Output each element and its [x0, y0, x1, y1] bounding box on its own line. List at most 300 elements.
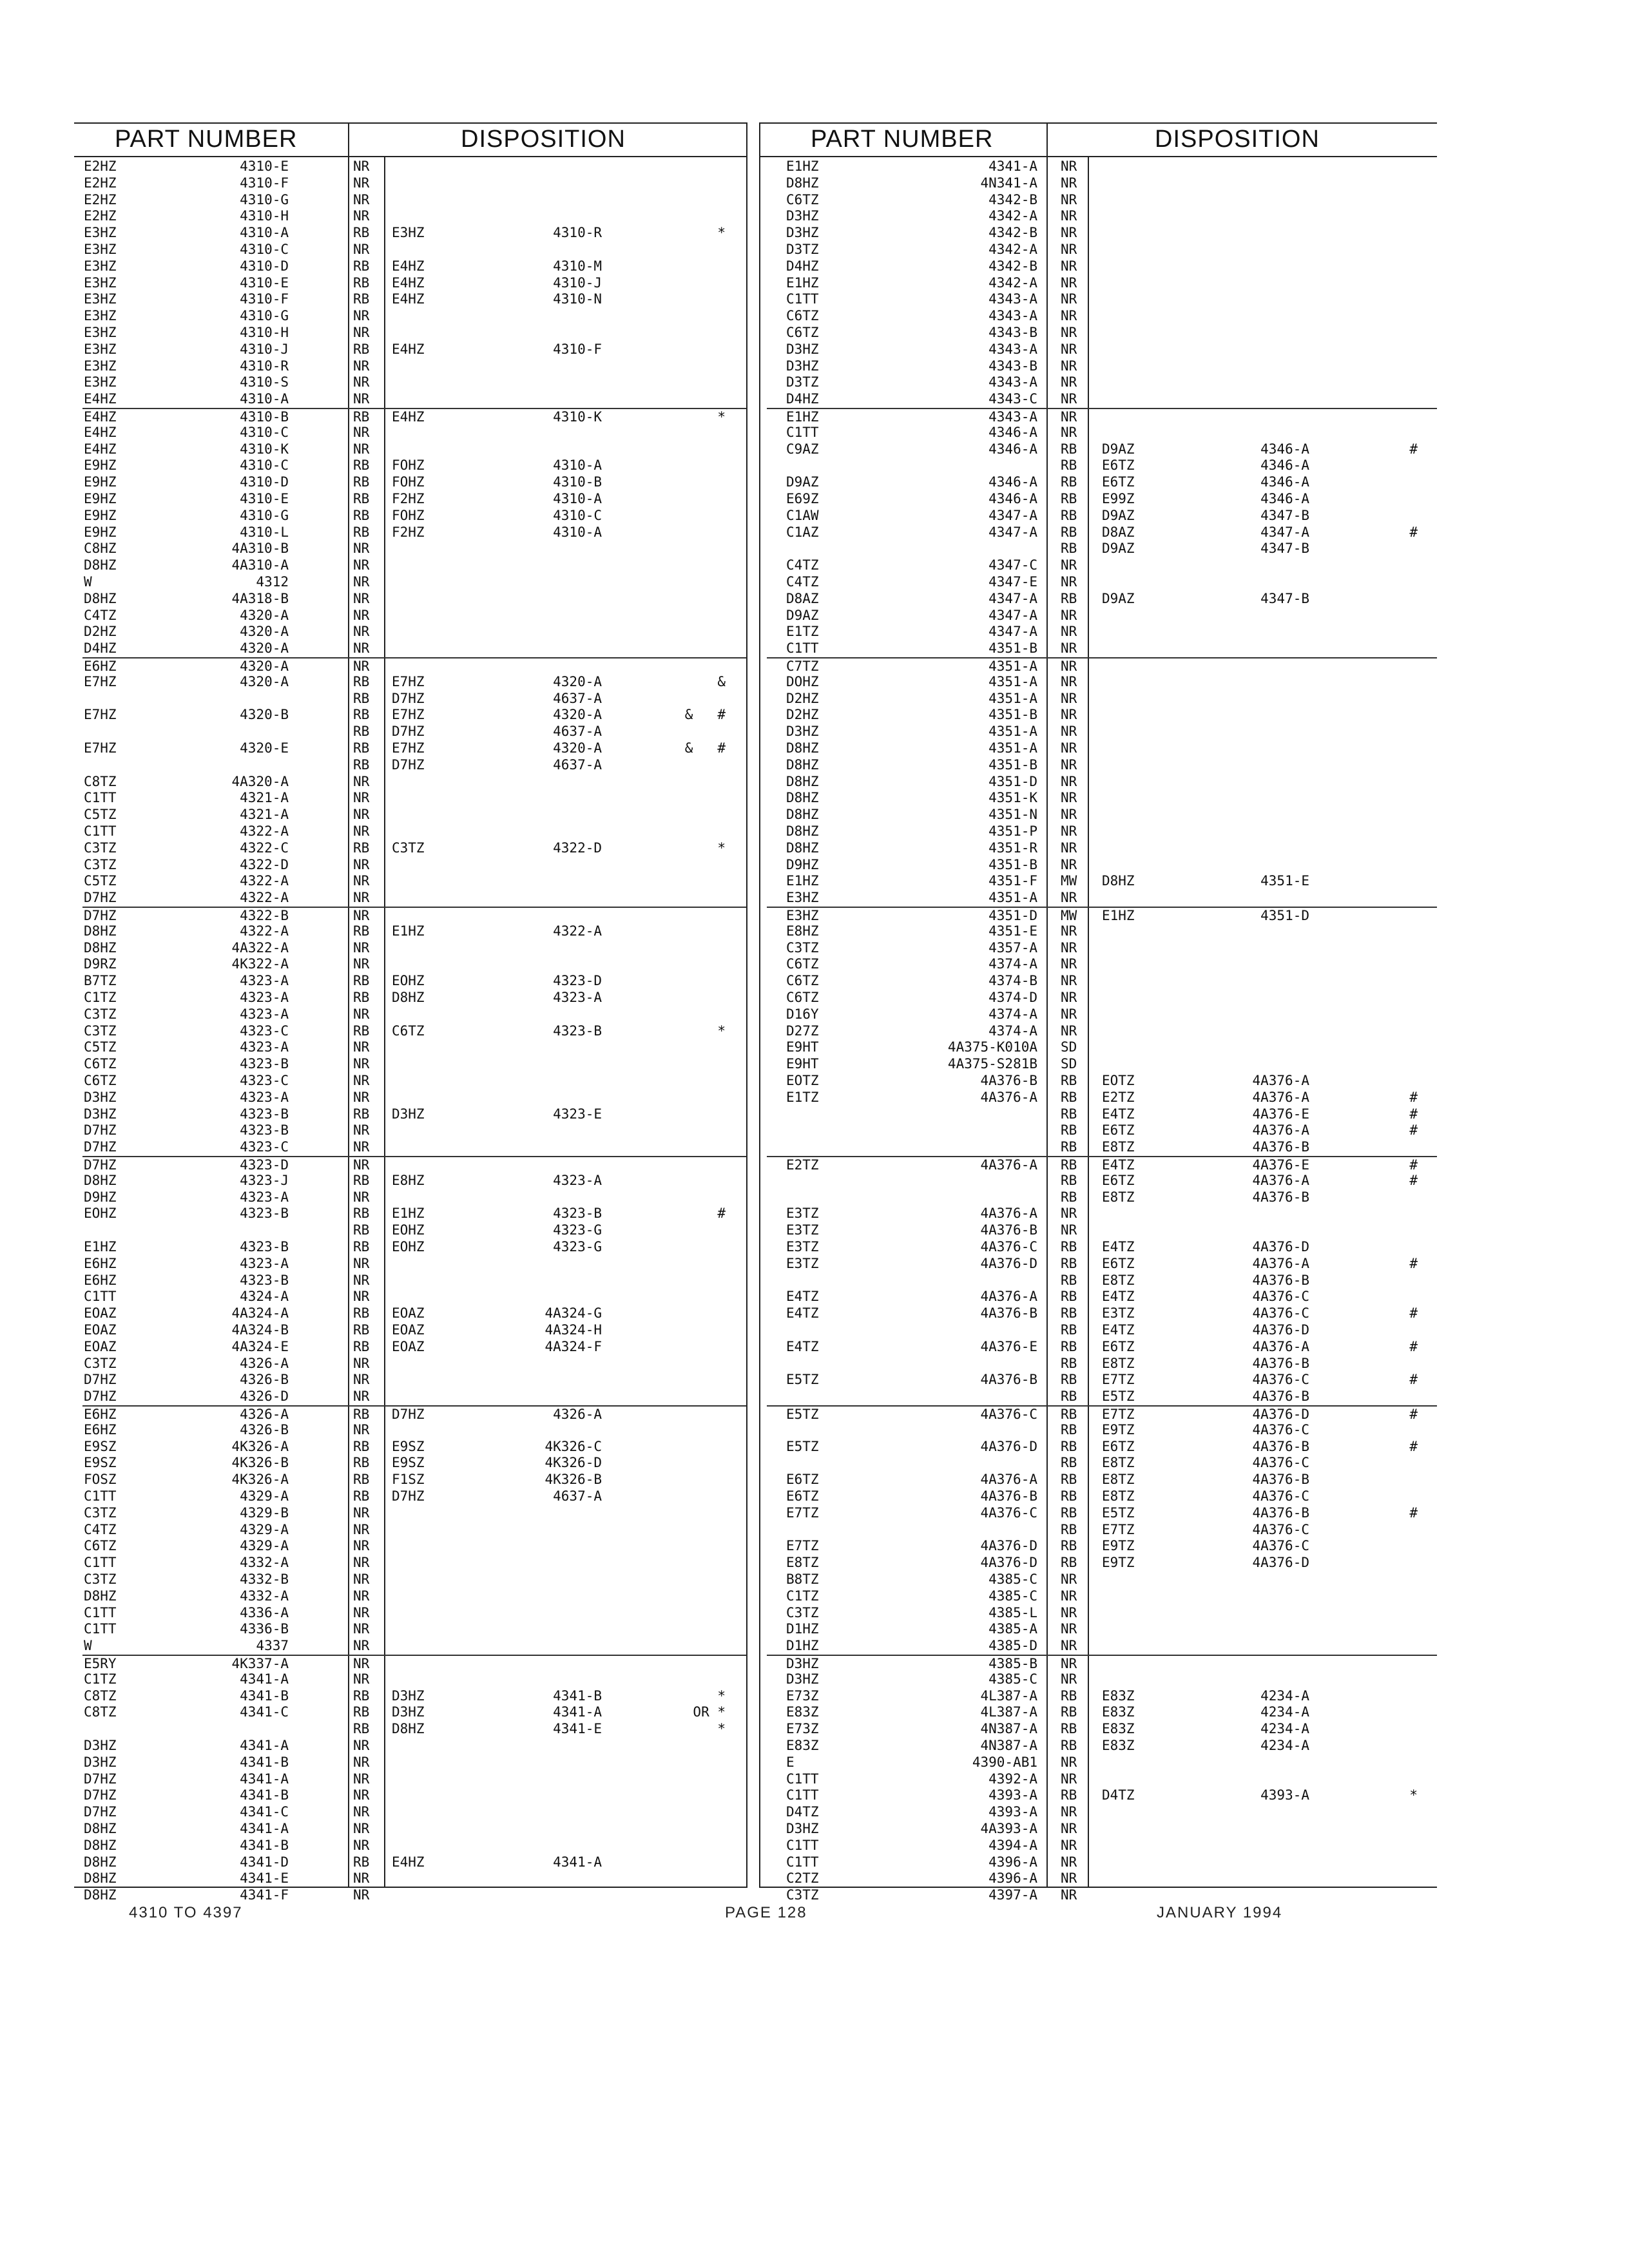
- right-table-row: [767, 175, 1437, 192]
- cell-replacement-number: 4310-A: [553, 524, 602, 540]
- cell-part-number: 4390-AB1: [972, 1754, 1037, 1770]
- cell-part-number: 4341-B: [240, 1787, 289, 1803]
- cell-prefix: E6HZ: [84, 1407, 117, 1422]
- cell-replacement-number: 4351-E: [1260, 873, 1309, 889]
- right-table-row: [767, 225, 1437, 242]
- right-table-row: [767, 1006, 1437, 1023]
- cell-replacement-number: 4234-A: [1260, 1704, 1309, 1720]
- right-table-row: [767, 740, 1437, 757]
- right-part-number-header: PART NUMBER: [811, 126, 994, 153]
- cell-disposition-code: RB: [1061, 1255, 1077, 1271]
- cell-part-number: 4323-C: [240, 1023, 289, 1039]
- cell-replacement-number: 4322-A: [553, 923, 602, 939]
- cell-prefix: D8HZ: [786, 807, 819, 823]
- left-table-row: [82, 1605, 746, 1622]
- cell-prefix: C6TZ: [786, 308, 819, 324]
- cell-disposition-code: RB: [1061, 1272, 1077, 1288]
- cell-prefix: E5RY: [84, 1656, 117, 1671]
- right-table-row: [767, 1139, 1437, 1156]
- left-table-row: [82, 1273, 746, 1289]
- cell-part-number: 4A393-A: [980, 1821, 1037, 1836]
- cell-replacement-number: 4A324-H: [545, 1322, 602, 1338]
- cell-disposition-code: RB: [353, 1206, 370, 1222]
- left-table-row: [82, 1771, 746, 1788]
- cell-replacement-prefix: E4HZ: [392, 409, 425, 425]
- cell-replacement-number: 4323-B: [553, 1206, 602, 1222]
- cell-prefix: C1TT: [84, 1488, 117, 1504]
- cell-replacement-prefix: E6TZ: [1102, 1122, 1135, 1139]
- right-table-row: [767, 1655, 1437, 1673]
- cell-disposition-code: NR: [1061, 690, 1077, 706]
- cell-replacement-number: 4310-A: [553, 457, 602, 474]
- cell-disposition-code: NR: [353, 557, 370, 573]
- cell-prefix: E: [786, 1754, 795, 1770]
- cell-prefix: C1TT: [786, 1771, 819, 1787]
- cell-prefix: E69Z: [786, 491, 819, 506]
- left-table-row: [82, 474, 746, 491]
- cell-part-number: 4351-B: [988, 756, 1037, 773]
- right-table-row: [767, 1522, 1437, 1539]
- left-table-row: [82, 491, 746, 508]
- cell-prefix: E2HZ: [84, 191, 117, 207]
- cell-disposition-code: NR: [353, 1504, 370, 1521]
- cell-replacement-number: 4A376-D: [1252, 1239, 1309, 1254]
- cell-part-number: 4341-B: [240, 1837, 289, 1853]
- cell-prefix: E9HZ: [84, 474, 117, 490]
- cell-replacement-prefix: E3TZ: [1102, 1305, 1135, 1321]
- cell-replacement-prefix: E9TZ: [1102, 1421, 1135, 1437]
- cell-replacement-number: 4310-R: [553, 225, 602, 241]
- cell-prefix: E5TZ: [786, 1438, 819, 1454]
- cell-part-number: 4A376-A: [980, 1289, 1037, 1305]
- cell-part-number: 4347-A: [988, 524, 1037, 540]
- cell-prefix: C8HZ: [84, 541, 117, 557]
- left-table-row: [82, 1372, 746, 1389]
- cell-disposition-code: NR: [353, 1738, 370, 1753]
- cell-prefix: E9HT: [786, 1039, 819, 1055]
- cell-replacement-number: 4A376-D: [1252, 1555, 1309, 1571]
- cell-part-number: 4346-A: [988, 441, 1037, 457]
- cell-disposition-code: RB: [1061, 441, 1077, 457]
- cell-part-number: 4351-F: [988, 873, 1037, 889]
- cell-disposition-code: RB: [1061, 491, 1077, 506]
- right-table-row: [767, 1189, 1437, 1206]
- left-table-row: [82, 757, 746, 774]
- cell-prefix: E3HZ: [84, 374, 117, 390]
- cell-replacement-number: 4A376-B: [1252, 1272, 1309, 1288]
- cell-part-number: 4310-G: [240, 308, 289, 324]
- cell-replacement-number: 4A376-C: [1252, 1305, 1309, 1321]
- cell-part-number: 4A320-A: [231, 773, 289, 789]
- cell-disposition-code: NR: [1061, 673, 1077, 689]
- left-table-row: [82, 242, 746, 258]
- cell-prefix: C3TZ: [84, 1504, 117, 1521]
- right-table-row: [767, 1090, 1437, 1106]
- left-table-row: [82, 1239, 746, 1256]
- cell-replacement-number: 4310-M: [553, 258, 602, 274]
- right-table-row: [767, 242, 1437, 258]
- cell-replacement-number: 4A376-A: [1252, 1338, 1309, 1354]
- cell-replacement-number: 4A324-F: [545, 1338, 602, 1354]
- cell-part-number: 4323-J: [240, 1172, 289, 1188]
- cell-disposition-code: NR: [353, 908, 370, 923]
- cell-disposition-code: RB: [353, 225, 370, 241]
- cell-replacement-prefix: D3HZ: [392, 1687, 425, 1704]
- cell-part-number: 4320-A: [240, 658, 289, 674]
- cell-prefix: EOAZ: [84, 1305, 117, 1321]
- cell-disposition-code: NR: [353, 1039, 370, 1055]
- cell-replacement-number: 4323-A: [553, 1172, 602, 1188]
- cell-part-number: 4320-A: [240, 673, 289, 689]
- cell-part-number: 4374-A: [988, 956, 1037, 972]
- cell-disposition-code: NR: [353, 1272, 370, 1288]
- right-table-row: [767, 491, 1437, 508]
- cell-prefix: EOAZ: [84, 1322, 117, 1338]
- cell-disposition-code: RB: [1061, 1787, 1077, 1803]
- cell-disposition-code: NR: [1061, 574, 1077, 590]
- right-table-row: [767, 1389, 1437, 1405]
- right-table-row: [767, 391, 1437, 408]
- cell-disposition-code: NR: [1061, 956, 1077, 972]
- cell-disposition-code: NR: [353, 1656, 370, 1671]
- cell-disposition-code: NR: [1061, 175, 1077, 191]
- cell-replacement-number: 4A376-B: [1252, 1472, 1309, 1488]
- cell-disposition-code: NR: [353, 1189, 370, 1205]
- cell-disposition-code: RB: [353, 740, 370, 756]
- cell-prefix: E3TZ: [786, 1206, 819, 1222]
- cell-prefix: D1HZ: [786, 1621, 819, 1637]
- cell-replacement-number: 4320-A: [553, 673, 602, 689]
- cell-part-number: 4341-F: [240, 1887, 289, 1903]
- cell-part-number: 4A376-A: [980, 1206, 1037, 1222]
- cell-disposition-code: NR: [353, 1521, 370, 1537]
- cell-part-number: 4342-B: [988, 191, 1037, 207]
- left-table-row: [82, 1754, 746, 1771]
- cell-part-number: 4341-B: [240, 1754, 289, 1770]
- left-table-row: [82, 1389, 746, 1405]
- cell-replacement-number: 4A376-B: [1252, 1389, 1309, 1405]
- cell-prefix: C1TT: [786, 291, 819, 307]
- cell-replacement-number: 4A376-C: [1252, 1488, 1309, 1504]
- cell-prefix: D4HZ: [786, 258, 819, 274]
- cell-prefix: D9AZ: [786, 607, 819, 623]
- cell-replacement-number: 4637-A: [553, 690, 602, 706]
- cell-prefix: C6TZ: [84, 1056, 117, 1072]
- cell-prefix: D8HZ: [786, 773, 819, 789]
- cell-replacement-prefix: D8HZ: [392, 990, 425, 1005]
- cell-note-mark: #: [1409, 441, 1418, 457]
- cell-replacement-prefix: E4TZ: [1102, 1322, 1135, 1338]
- cell-disposition-code: RB: [1061, 1504, 1077, 1521]
- cell-disposition-code: NR: [1061, 1837, 1077, 1853]
- cell-note-mark: *: [717, 1687, 726, 1704]
- left-table-row: [82, 940, 746, 957]
- cell-disposition-code: NR: [353, 1157, 370, 1173]
- right-table-row: [767, 1571, 1437, 1588]
- cell-disposition-code: NR: [353, 1289, 370, 1305]
- cell-part-number: 4320-E: [240, 740, 289, 756]
- cell-replacement-prefix: E8TZ: [1102, 1189, 1135, 1205]
- cell-prefix: E3HZ: [786, 890, 819, 906]
- right-table-row: [767, 1605, 1437, 1622]
- cell-part-number: 4A322-A: [231, 939, 289, 956]
- cell-part-number: 4393-A: [988, 1787, 1037, 1803]
- cell-prefix: C4TZ: [786, 574, 819, 590]
- cell-prefix: E5TZ: [786, 1407, 819, 1422]
- cell-prefix: C1TT: [84, 1604, 117, 1620]
- cell-part-number: 4A376-A: [980, 1157, 1037, 1173]
- cell-replacement-number: 4K326-B: [545, 1472, 602, 1488]
- cell-replacement-number: 4322-D: [553, 840, 602, 856]
- cell-prefix: E6HZ: [84, 1421, 117, 1437]
- cell-replacement-prefix: D7HZ: [392, 1407, 425, 1422]
- cell-part-number: 4323-B: [240, 1106, 289, 1122]
- cell-part-number: 4396-A: [988, 1870, 1037, 1887]
- cell-prefix: D9AZ: [786, 474, 819, 490]
- cell-prefix: E7HZ: [84, 740, 117, 756]
- cell-prefix: C6TZ: [84, 1073, 117, 1088]
- cell-part-number: 4343-A: [988, 374, 1037, 390]
- cell-part-number: 4323-D: [240, 1157, 289, 1173]
- cell-prefix: D8HZ: [786, 823, 819, 839]
- cell-disposition-code: RB: [353, 1407, 370, 1422]
- cell-part-number: 4374-A: [988, 1006, 1037, 1022]
- cell-part-number: 4351-A: [988, 658, 1037, 674]
- cell-part-number: 4A376-A: [980, 1089, 1037, 1105]
- cell-replacement-number: 4310-C: [553, 507, 602, 523]
- cell-part-number: 4343-A: [988, 308, 1037, 324]
- cell-disposition-code: RB: [1061, 1687, 1077, 1704]
- right-table-row: [767, 1256, 1437, 1273]
- cell-part-number: 4326-B: [240, 1421, 289, 1437]
- cell-disposition-code: NR: [1061, 1870, 1077, 1887]
- cell-prefix: E7TZ: [786, 1538, 819, 1554]
- cell-prefix: D8HZ: [84, 1837, 117, 1853]
- cell-replacement-prefix: D9AZ: [1102, 507, 1135, 523]
- left-table-row: [82, 1189, 746, 1206]
- cell-prefix: W: [84, 574, 92, 590]
- cell-disposition-code: RB: [353, 756, 370, 773]
- cell-disposition-code: RB: [1061, 1122, 1077, 1139]
- cell-replacement-number: 4346-A: [1260, 491, 1309, 506]
- cell-replacement-prefix: D8HZ: [1102, 873, 1135, 889]
- cell-part-number: 4310-L: [240, 524, 289, 540]
- cell-part-number: 4385-C: [988, 1588, 1037, 1604]
- right-table-row: [767, 1505, 1437, 1522]
- cell-disposition-code: NR: [1061, 740, 1077, 756]
- cell-prefix: C3TZ: [786, 1887, 819, 1903]
- cell-prefix: C1TT: [786, 1854, 819, 1870]
- left-table-row: [82, 1455, 746, 1472]
- cell-prefix: E1HZ: [786, 873, 819, 889]
- cell-prefix: D3HZ: [84, 1738, 117, 1753]
- cell-replacement-number: 4347-B: [1260, 590, 1309, 606]
- left-table-row: [82, 1322, 746, 1339]
- cell-part-number: 4A375-S281B: [947, 1056, 1037, 1072]
- cell-part-number: 4385-D: [988, 1638, 1037, 1654]
- cell-disposition-code: RB: [1061, 1372, 1077, 1388]
- cell-replacement-prefix: EOHZ: [392, 1239, 425, 1254]
- cell-part-number: 4310-A: [240, 391, 289, 407]
- cell-part-number: 4342-A: [988, 208, 1037, 224]
- cell-disposition-code: NR: [1061, 707, 1077, 723]
- cell-disposition-code: RB: [1061, 1455, 1077, 1471]
- cell-replacement-prefix: EOAZ: [392, 1322, 425, 1338]
- cell-replacement-prefix: E9SZ: [392, 1455, 425, 1471]
- cell-part-number: 4320-A: [240, 607, 289, 623]
- cell-prefix: C6TZ: [84, 1538, 117, 1554]
- cell-part-number: 4385-B: [988, 1656, 1037, 1671]
- cell-prefix: E4TZ: [786, 1338, 819, 1354]
- right-table-row: [767, 757, 1437, 774]
- cell-disposition-code: RB: [1061, 541, 1077, 557]
- right-table-row: [767, 1405, 1437, 1423]
- cell-disposition-code: NR: [1061, 557, 1077, 573]
- right-table-row: [767, 1156, 1437, 1174]
- cell-prefix: DOHZ: [786, 673, 819, 689]
- cell-replacement-prefix: D3HZ: [392, 1106, 425, 1122]
- left-table-row: [82, 1621, 746, 1638]
- cell-prefix: C6TZ: [786, 191, 819, 207]
- left-table-row: [82, 1339, 746, 1356]
- left-table-row: [82, 1256, 746, 1273]
- cell-prefix: D3HZ: [786, 208, 819, 224]
- right-table-row: [767, 291, 1437, 308]
- right-table-row: [767, 1870, 1437, 1887]
- cell-part-number: 4321-A: [240, 807, 289, 823]
- cell-disposition-code: NR: [353, 308, 370, 324]
- cell-note-mark: OR *: [693, 1704, 726, 1720]
- cell-part-number: 4332-A: [240, 1588, 289, 1604]
- cell-replacement-prefix: FOHZ: [392, 474, 425, 490]
- cell-part-number: 4K326-A: [231, 1472, 289, 1488]
- left-table-row: [82, 1655, 746, 1673]
- cell-note-mark: *: [717, 409, 726, 425]
- cell-disposition-code: NR: [353, 1355, 370, 1371]
- cell-prefix: E9HZ: [84, 524, 117, 540]
- cell-part-number: 4341-A: [240, 1771, 289, 1787]
- right-table-row: [767, 1289, 1437, 1305]
- cell-part-number: 4310-E: [240, 159, 289, 174]
- right-table-row: [767, 541, 1437, 557]
- cell-prefix: D7HZ: [84, 908, 117, 923]
- cell-replacement-prefix: E9TZ: [1102, 1555, 1135, 1571]
- cell-prefix: D7HZ: [84, 1139, 117, 1155]
- left-table-row: [82, 175, 746, 192]
- cell-part-number: 4385-L: [988, 1604, 1037, 1620]
- cell-part-number: 4324-A: [240, 1289, 289, 1305]
- cell-prefix: E2TZ: [786, 1157, 819, 1173]
- cell-prefix: E9SZ: [84, 1438, 117, 1454]
- cell-prefix: E2HZ: [84, 175, 117, 191]
- cell-prefix: D8HZ: [786, 175, 819, 191]
- cell-replacement-prefix: E8TZ: [1102, 1272, 1135, 1288]
- cell-part-number: 4351-D: [988, 773, 1037, 789]
- cell-replacement-prefix: E6TZ: [1102, 1438, 1135, 1454]
- cell-note-mark: #: [1409, 1122, 1418, 1139]
- cell-part-number: 4347-E: [988, 574, 1037, 590]
- cell-disposition-code: NR: [1061, 658, 1077, 674]
- cell-replacement-number: 4234-A: [1260, 1738, 1309, 1753]
- cell-part-number: 4310-R: [240, 358, 289, 374]
- cell-disposition-code: RB: [353, 1172, 370, 1188]
- cell-replacement-prefix: E7TZ: [1102, 1521, 1135, 1537]
- cell-replacement-prefix: E83Z: [1102, 1687, 1135, 1704]
- left-table-row: [82, 1289, 746, 1305]
- cell-prefix: D2HZ: [786, 707, 819, 723]
- cell-part-number: 4347-C: [988, 557, 1037, 573]
- cell-disposition-code: NR: [1061, 1771, 1077, 1787]
- cell-disposition-code: NR: [1061, 308, 1077, 324]
- right-table-row: [767, 1738, 1437, 1754]
- cell-disposition-code: NR: [1061, 374, 1077, 390]
- left-table-row: [82, 1571, 746, 1588]
- cell-prefix: D8AZ: [786, 590, 819, 606]
- right-table-row: [767, 1472, 1437, 1488]
- cell-part-number: 4385-C: [988, 1571, 1037, 1587]
- right-table-row: [767, 1704, 1437, 1721]
- left-table-row: [82, 541, 746, 557]
- cell-part-number: 4392-A: [988, 1771, 1037, 1787]
- cell-replacement-prefix: D3HZ: [392, 1704, 425, 1720]
- left-table-row: [82, 457, 746, 474]
- cell-disposition-code: NR: [353, 856, 370, 872]
- cell-disposition-code: NR: [1061, 258, 1077, 274]
- cell-disposition-code: RB: [1061, 1073, 1077, 1088]
- cell-replacement-number: 4310-F: [553, 341, 602, 357]
- cell-part-number: 4A324-B: [231, 1322, 289, 1338]
- cell-part-number: 4329-A: [240, 1521, 289, 1537]
- right-left-edge: [759, 122, 760, 1888]
- cell-prefix: E6TZ: [786, 1472, 819, 1488]
- cell-prefix: E9HZ: [84, 457, 117, 474]
- right-table-row: [767, 308, 1437, 325]
- cell-prefix: C1TT: [786, 1787, 819, 1803]
- right-table-row: [767, 457, 1437, 474]
- cell-part-number: 4397-A: [988, 1887, 1037, 1903]
- left-table-row: [82, 391, 746, 408]
- left-table-row: [82, 374, 746, 391]
- cell-disposition-code: NR: [1061, 990, 1077, 1005]
- cell-disposition-code: NR: [353, 1372, 370, 1388]
- cell-prefix: D8HZ: [84, 923, 117, 939]
- cell-part-number: 4323-B: [240, 1056, 289, 1072]
- cell-disposition-code: NR: [353, 541, 370, 557]
- right-table-row: [767, 857, 1437, 874]
- cell-part-number: 4L387-A: [980, 1687, 1037, 1704]
- left-table-row: [82, 408, 746, 426]
- cell-disposition-code: NR: [353, 159, 370, 174]
- cell-prefix: C8TZ: [84, 773, 117, 789]
- cell-prefix: C3TZ: [84, 1006, 117, 1022]
- right-table-row: [767, 973, 1437, 990]
- cell-part-number: 4A376-C: [980, 1504, 1037, 1521]
- cell-replacement-prefix: EOHZ: [392, 1222, 425, 1238]
- cell-prefix: E83Z: [786, 1738, 819, 1753]
- cell-replacement-number: 4A376-C: [1252, 1289, 1309, 1305]
- cell-disposition-code: NR: [353, 658, 370, 674]
- left-table-row: [82, 1522, 746, 1539]
- cell-replacement-prefix: E1HZ: [392, 923, 425, 939]
- cell-prefix: E4TZ: [786, 1289, 819, 1305]
- left-table-row: [82, 1638, 746, 1655]
- cell-disposition-code: NR: [353, 1638, 370, 1654]
- cell-disposition-code: NR: [1061, 1887, 1077, 1903]
- cell-part-number: 4374-B: [988, 973, 1037, 989]
- cell-part-number: 4323-B: [240, 1122, 289, 1139]
- cell-disposition-code: NR: [1061, 1638, 1077, 1654]
- cell-replacement-number: 4347-A: [1260, 524, 1309, 540]
